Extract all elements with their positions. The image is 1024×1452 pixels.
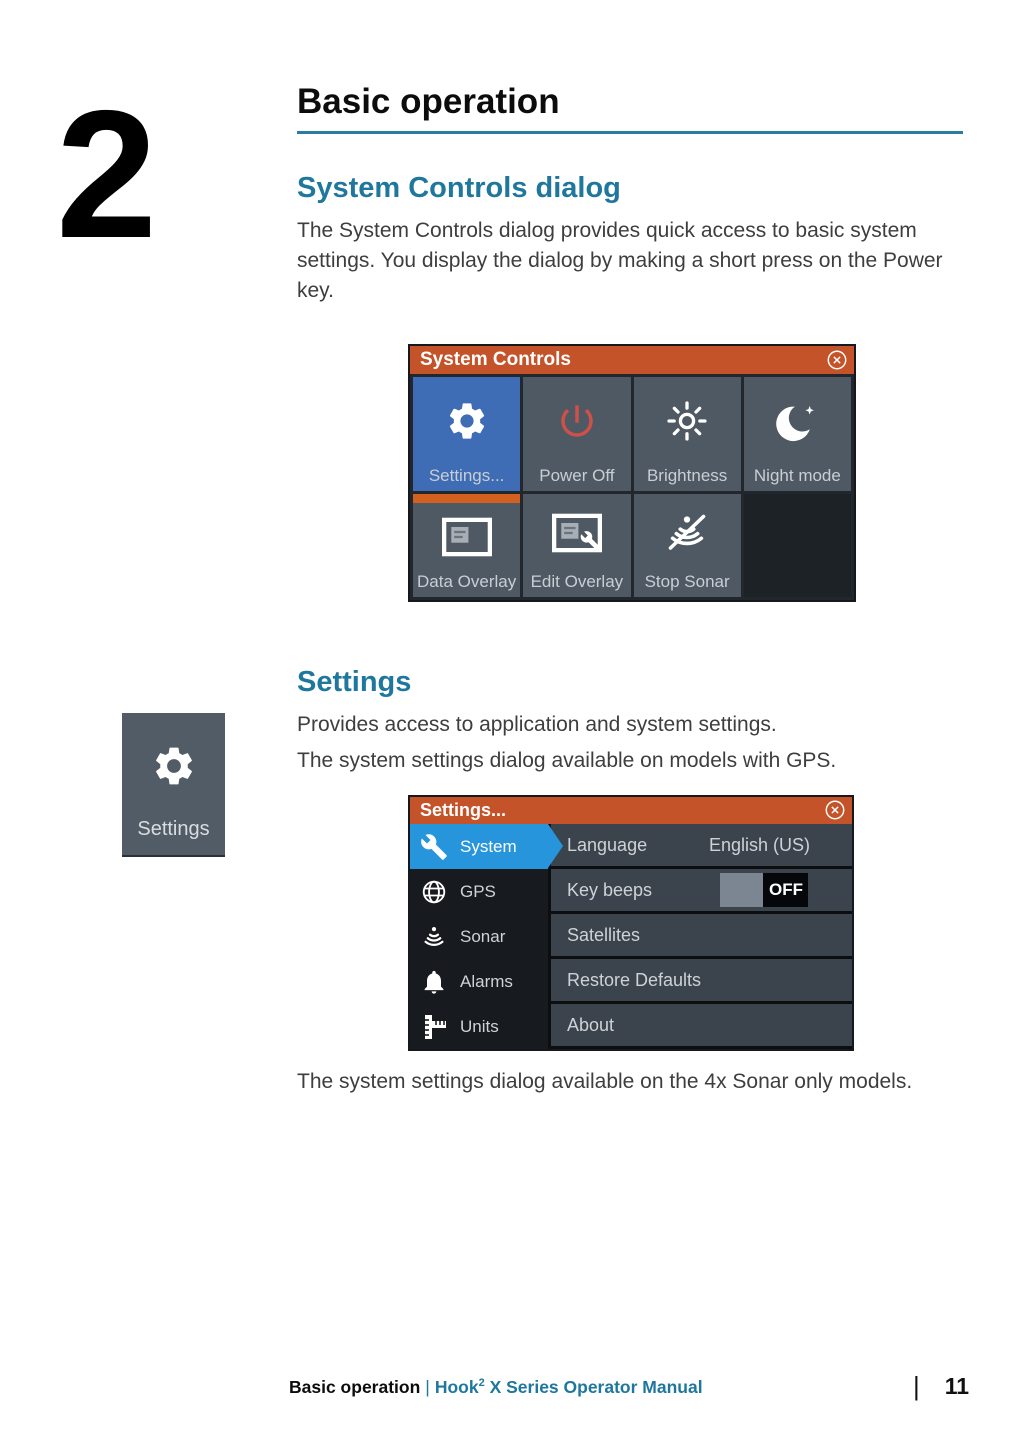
settings-row-satellites[interactable] bbox=[551, 914, 852, 956]
settings-body-line2: The system settings dialog available on models with GPS. bbox=[297, 749, 837, 772]
power-icon bbox=[523, 377, 630, 466]
tile-label: Data Overlay bbox=[417, 571, 517, 591]
wrench-icon bbox=[420, 833, 448, 861]
row-label: Restore Defaults bbox=[567, 969, 702, 990]
chapter-number: 2 bbox=[56, 72, 154, 276]
sidebar-item-units[interactable] bbox=[410, 1004, 548, 1049]
ruler-icon bbox=[420, 1013, 448, 1041]
key-beeps-toggle[interactable] bbox=[720, 873, 808, 907]
footer-separator: | bbox=[425, 1377, 430, 1397]
settings-dialog bbox=[408, 795, 854, 1051]
sidebar-item-alarms[interactable] bbox=[410, 959, 548, 1004]
system-controls-grid bbox=[410, 374, 854, 600]
footer-manual-sup: 2 bbox=[478, 1377, 485, 1390]
sidebar-item-sonar[interactable] bbox=[410, 914, 548, 959]
settings-titlebar bbox=[410, 797, 852, 824]
edit-overlay-icon bbox=[523, 494, 630, 572]
tile-night-mode[interactable] bbox=[744, 377, 851, 491]
close-icon[interactable] bbox=[824, 799, 846, 821]
settings-sidebar bbox=[410, 824, 548, 1049]
settings-row-key-beeps[interactable] bbox=[551, 869, 852, 911]
stop-sonar-icon bbox=[634, 494, 741, 572]
tile-data-overlay[interactable] bbox=[413, 494, 520, 597]
dialog-title: System Controls bbox=[420, 349, 571, 370]
tile-label: Brightness bbox=[646, 465, 728, 485]
sidebar-item-gps[interactable] bbox=[410, 869, 548, 914]
alarm-bell-icon bbox=[420, 968, 448, 996]
settings-row-about[interactable] bbox=[551, 1004, 852, 1046]
footer-page-separator: | bbox=[913, 1371, 920, 1401]
sidebar-item-system[interactable] bbox=[410, 824, 548, 869]
row-value: English (US) bbox=[708, 834, 810, 855]
close-icon[interactable] bbox=[826, 349, 848, 371]
sidebar-item-label: Alarms bbox=[460, 971, 513, 991]
data-overlay-icon bbox=[413, 494, 520, 572]
globe-icon bbox=[420, 878, 448, 906]
tile-settings[interactable] bbox=[413, 377, 520, 491]
sonar-icon bbox=[420, 923, 448, 951]
tile-label: Night mode bbox=[753, 465, 841, 485]
settings-key-tile[interactable] bbox=[122, 713, 225, 857]
moon-icon bbox=[744, 377, 851, 466]
tile-label: Settings... bbox=[428, 465, 505, 485]
section-heading-system-controls: System Controls dialog bbox=[297, 172, 621, 204]
settings-row-restore-defaults[interactable] bbox=[551, 959, 852, 1001]
gear-icon bbox=[151, 713, 197, 818]
empty-grid-cell bbox=[744, 494, 851, 597]
page-title: Basic operation bbox=[297, 82, 560, 121]
title-rule bbox=[297, 131, 963, 134]
system-controls-dialog bbox=[408, 344, 856, 602]
sidebar-item-label: GPS bbox=[460, 881, 496, 901]
settings-rows bbox=[551, 824, 852, 1049]
footer-section-name: Basic operation bbox=[289, 1377, 421, 1397]
system-controls-titlebar bbox=[410, 346, 854, 374]
settings-dialog-body bbox=[410, 824, 852, 1049]
footer-manual-title: Hook$^2$ X Series Operator Manual bbox=[434, 1377, 703, 1397]
settings-row-language[interactable] bbox=[551, 824, 852, 866]
row-label: Key beeps bbox=[567, 879, 653, 900]
tile-label: Power Off bbox=[539, 465, 615, 485]
dialog-title: Settings... bbox=[420, 800, 507, 820]
row-label: About bbox=[567, 1014, 615, 1035]
settings-key-label: Settings bbox=[137, 818, 210, 840]
gear-icon bbox=[413, 377, 520, 466]
sidebar-item-label: System bbox=[460, 836, 517, 856]
tile-power-off[interactable] bbox=[523, 377, 630, 491]
footer bbox=[289, 1377, 703, 1398]
footer-page-number-group bbox=[913, 1371, 969, 1402]
row-label: Language bbox=[567, 834, 648, 855]
brightness-icon bbox=[634, 377, 741, 466]
page-number: 11 bbox=[944, 1373, 970, 1399]
sidebar-item-label: Units bbox=[460, 1016, 499, 1036]
tile-brightness[interactable] bbox=[634, 377, 741, 491]
settings-caption-4x: The system settings dialog available on the 4x Sonar only models. bbox=[297, 1070, 913, 1093]
sidebar-item-label: Sonar bbox=[460, 926, 506, 946]
tile-edit-overlay[interactable] bbox=[523, 494, 630, 597]
section-body-system-controls: The System Controls dialog provides quick access to basic system settings. You display the dialog by making a short press on the Power key. bbox=[297, 219, 943, 302]
tile-label: Edit Overlay bbox=[530, 571, 624, 591]
tile-label: Stop Sonar bbox=[644, 571, 730, 591]
settings-body-line1: Provides access to application and system settings. bbox=[297, 713, 777, 736]
toggle-knob bbox=[720, 873, 763, 907]
row-label: Satellites bbox=[567, 924, 641, 945]
toggle-state: OFF bbox=[769, 880, 803, 899]
section-heading-settings: Settings bbox=[297, 666, 412, 698]
tile-stop-sonar[interactable] bbox=[634, 494, 741, 597]
